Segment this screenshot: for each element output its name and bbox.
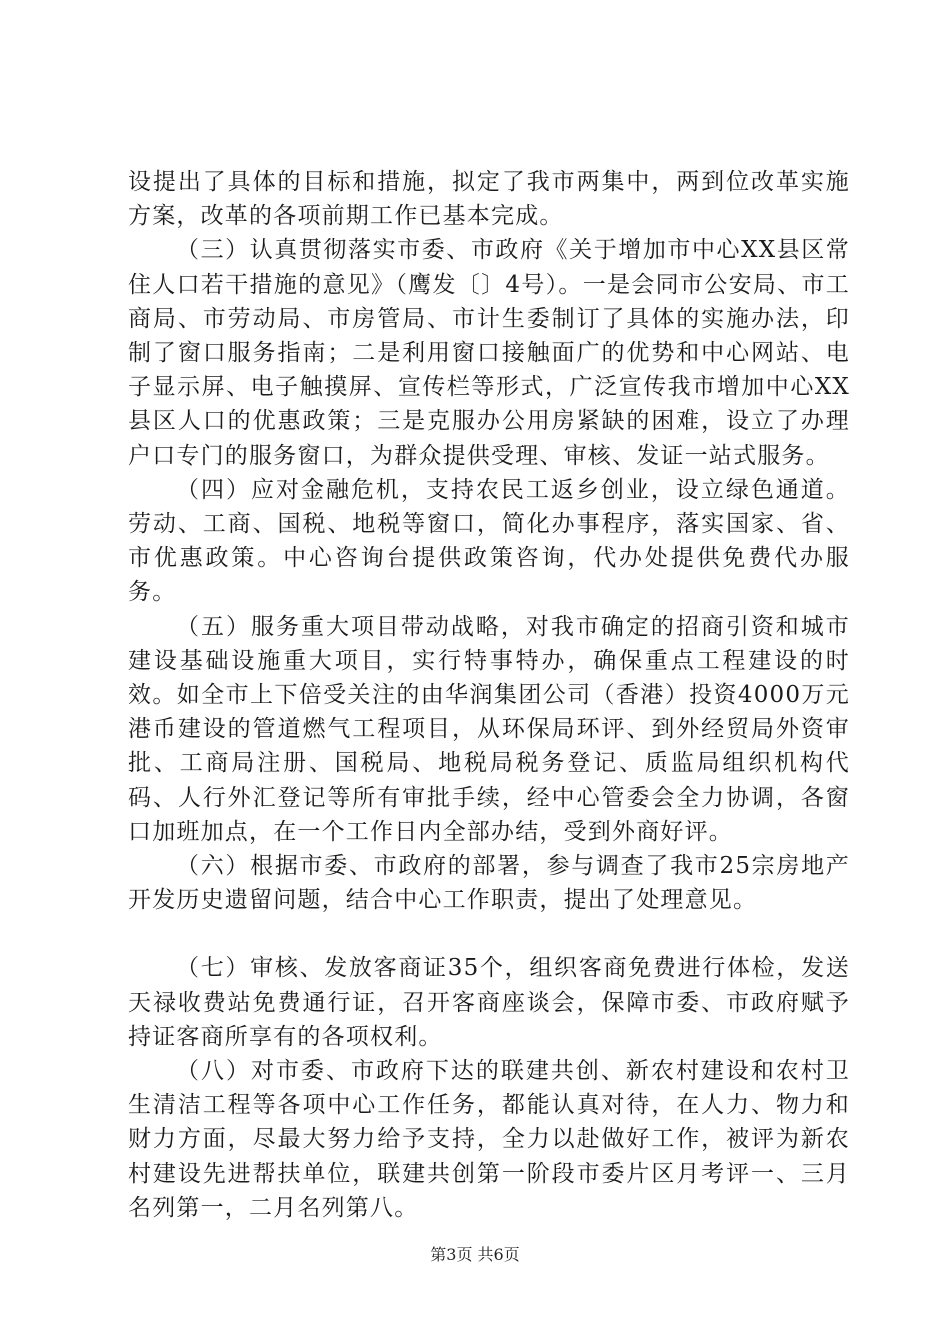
- page-number-footer: 第3页 共6页: [430, 1245, 520, 1264]
- paragraph-section-7: （七）审核、发放客商证35个，组织客商免费进行体检，发送天禄收费站免费通行证，召开客商座谈会，保障市委、市政府赋予持证客商所享有的各项权利。: [128, 955, 850, 1050]
- paragraph-section-3: （三）认真贯彻落实市委、市政府《关于增加市中心XX县区常住人口若干措施的意见》（鹰发〔〕4号）。一是会同市公安局、市工商局、市劳动局、市房管局、市计生委制订了具体的实施办法，印制了窗口服务指南；二是利用窗口接触面广的优势和中心网站、电子显示屏、电子触摸屏、宣传栏等形式，广泛宣传我市增加中心XX县区人口的优惠政策；三是克服办公用房紧缺的困难，设立了办理户口专门的服务窗口，为群众提供受理、审核、发证一站式服务。: [128, 237, 850, 469]
- paragraph-section-5: （五）服务重大项目带动战略，对我市确定的招商引资和城市建设基础设施重大项目，实行特事特办，确保重点工程建设的时效。如全市上下倍受关注的由华润集团公司（香港）投资4000万元港币建设的管道燃气工程项目，从环保局环评、到外经贸局外资审批、工商局注册、国税局、地税局税务登记、质监局组织机构代码、人行外汇登记等所有审批手续，经中心管委会全力协调，各窗口加班加点，在一个工作日内全部办结，受到外商好评。: [128, 613, 850, 845]
- document-body: [128, 165, 850, 1225]
- paragraph-continuation: 设提出了具体的目标和措施，拟定了我市两集中，两到位改革实施方案，改革的各项前期工作已基本完成。: [128, 169, 850, 230]
- paragraph-section-4: （四）应对金融危机，支持农民工返乡创业，设立绿色通道。劳动、工商、国税、地税等窗口，简化办事程序，落实国家、省、市优惠政策。中心咨询台提供政策咨询，代办处提供免费代办服务。: [128, 476, 850, 606]
- paragraph-section-6: （六）根据市委、市政府的部署，参与调查了我市25宗房地产开发历史遗留问题，结合中心工作职责，提出了处理意见。: [128, 853, 850, 914]
- paragraph-section-8: （八）对市委、市政府下达的联建共创、新农村建设和农村卫生清洁工程等各项中心工作任务，都能认真对待，在人力、物力和财力方面，尽最大努力给予支持，全力以赴做好工作，被评为新农村建设先进帮扶单位，联建共创第一阶段市委片区月考评一、三月名列第一，二月名列第八。: [128, 1058, 850, 1221]
